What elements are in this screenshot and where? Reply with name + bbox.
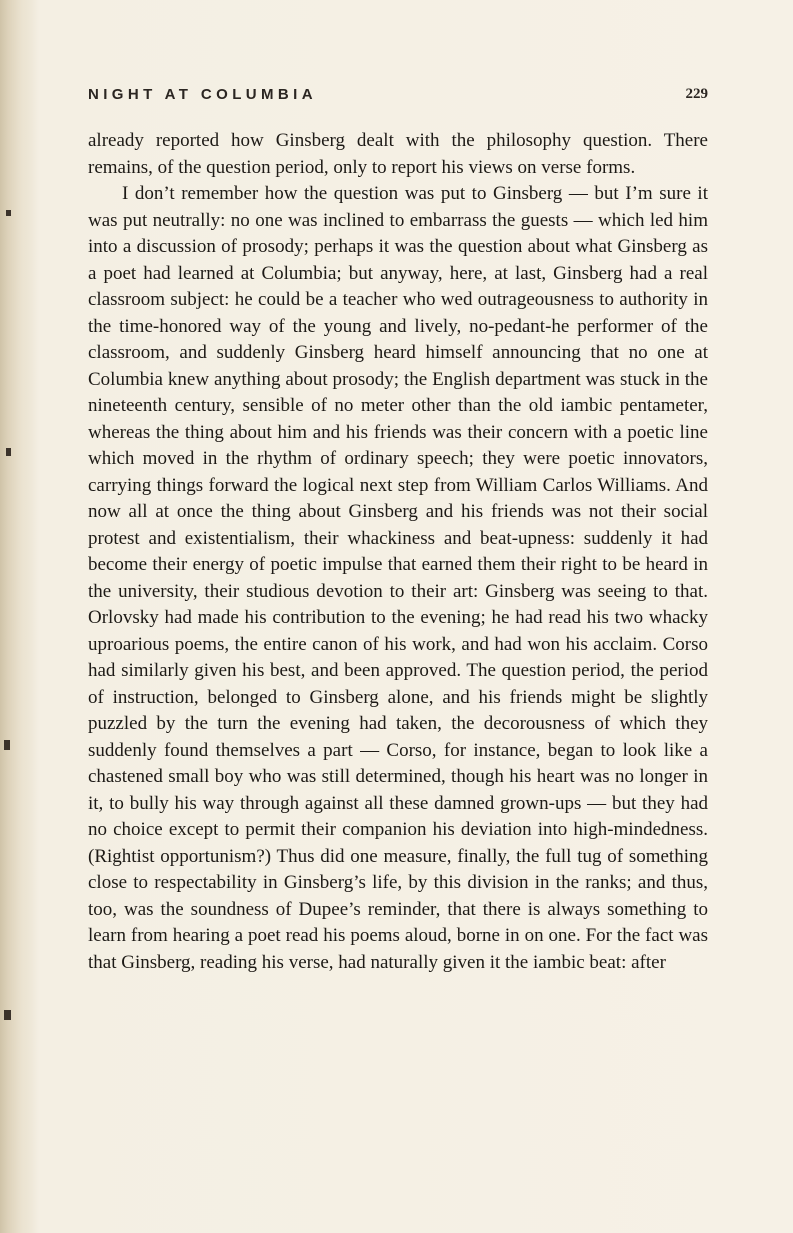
body-text <box>88 128 708 976</box>
margin-mark <box>6 210 11 216</box>
margin-mark <box>6 448 11 456</box>
page-header <box>88 86 714 108</box>
paragraph: already reported how Ginsberg dealt with the philosophy question. There remains, of the question period, only to report his views on verse forms. <box>88 130 708 178</box>
margin-mark <box>4 1010 11 1020</box>
page-number: 229 <box>685 86 708 102</box>
page-gutter <box>0 0 38 1233</box>
running-head: NIGHT AT COLUMBIA <box>88 86 317 103</box>
margin-mark <box>4 740 10 750</box>
paragraph: I don’t remember how the question was put to Ginsberg — but I’m sure it was put neutrally: no one was inclined to embarrass the guests — which led him into a discussion of prosody; perhaps it was the question about what Ginsberg as a poet had learned at Columbia; but anyway, here, at last, Ginsberg had a real classroom subject: he could be a teacher who wed outrageousness to authority in the time-honored way of the young and lively, no-pedant-he performer of the classroom, and suddenly Ginsberg heard himself announcing that no one at Columbia knew anything about prosody; the English department was stuck in the nineteenth century, sensible of no meter other than the old iambic pentameter, whereas the thing about him and his friends was their concern with a poetic line which moved in the rhythm of ordinary speech; they were poetic innovators, carrying things forward the logical next step from William Carlos Williams. And now all at once the thing about Ginsberg and his friends was not their social protest and existentialism, their whackiness and beat-upness: suddenly it had become their energy of poetic impulse that earned them their right to be heard in the university, their studious devotion to their art: Ginsberg was seeing to that. Orlovsky had made his contribution to the evening; he had read his two whacky uproarious poems, the entire canon of his work, and had won his acclaim. Corso had similarly given his best, and been approved. The question period, the period of instruction, belonged to Ginsberg alone, and his friends might be slightly puzzled by the turn the evening had taken, the decorousness of which they suddenly found themselves a part — Corso, for instance, began to look like a chastened small boy who was still determined, though his heart was no longer in it, to bully his way through against all these damned grown-ups — but they had no choice except to permit their companion his deviation into high-mindedness. (Rightist opportunism?) Thus did one measure, finally, the full tug of something close to respectability in Ginsberg’s life, by this division in the ranks; and thus, too, was the soundness of Dupee’s reminder, that there is always something to learn from hearing a poet read his poems aloud, borne in on one. For the fact was that Ginsberg, reading his verse, had naturally given it the iambic beat: after <box>88 183 708 973</box>
